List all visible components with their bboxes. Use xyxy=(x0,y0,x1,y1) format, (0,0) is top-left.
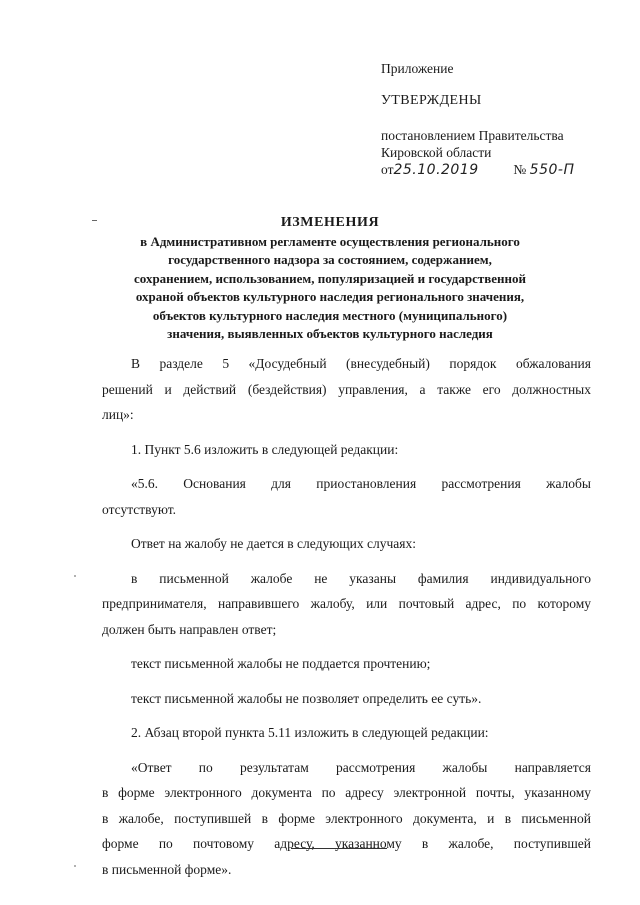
document-body xyxy=(102,351,591,891)
approved-text: УТВЕРЖДЕНЫ xyxy=(381,93,482,108)
end-rule xyxy=(291,848,387,849)
title-line: государственного надзора за состоянием, содержанием, xyxy=(168,252,492,267)
decree-block xyxy=(381,127,574,179)
paragraph-line: «Ответ по результатам рассмотрения жалобы направляется xyxy=(131,759,591,775)
paragraph-line: 2. Абзац второй пункта 5.11 изложить в следующей редакции: xyxy=(131,725,489,740)
appendix-label xyxy=(381,60,453,77)
title-line: объектов культурного наследия местного (муниципального) xyxy=(152,307,508,323)
paragraph-line: в форме электронного документа по адресу электронной почты, указанному xyxy=(102,785,591,800)
decree-date-line xyxy=(381,161,574,179)
paragraph-line: форме по почтовому адресу, указанному в жалобе, поступившей xyxy=(102,836,591,851)
decree-line-2: Кировской области xyxy=(381,145,492,160)
paragraph-line: Ответ на жалобу не дается в следующих случаях: xyxy=(131,536,417,551)
paragraph xyxy=(102,686,591,712)
appendix-text: Приложение xyxy=(381,61,454,76)
number-prefix: № xyxy=(513,162,527,177)
paragraph-line: предпринимателя, направившего жалобу, или почтовый адрес, по которому xyxy=(102,596,591,611)
handwritten-date: 25.10.2019 xyxy=(393,162,479,178)
paragraph-line: 1. Пункт 5.6 изложить в следующей редакции: xyxy=(131,441,399,457)
paragraph-line: лиц»: xyxy=(102,407,134,422)
paragraph-line: должен быть направлен ответ; xyxy=(102,621,277,637)
paragraph xyxy=(102,531,591,557)
scan-speck xyxy=(74,865,76,867)
paragraph-line: в письменной жалобе не указаны фамилия индивидуального xyxy=(131,570,591,586)
paragraph-line: решений и действий (бездействия) управления, а также его должностных xyxy=(102,381,591,397)
date-prefix: от xyxy=(381,162,394,177)
paragraph xyxy=(102,471,591,522)
paragraph xyxy=(102,651,591,677)
paragraph-line: текст письменной жалобы не поддается прочтению; xyxy=(131,656,431,671)
paragraph-line: «5.6. Основания для приостановления рассмотрения жалобы xyxy=(131,476,591,491)
paragraph-line: текст письменной жалобы не позволяет определить ее суть». xyxy=(131,690,482,706)
paragraph-line: отсутствуют. xyxy=(102,501,176,517)
document-title xyxy=(90,214,570,344)
title-subtitle xyxy=(90,233,570,344)
paragraph-line: в письменной форме». xyxy=(102,861,232,877)
decree-line-1: постановлением Правительства xyxy=(381,128,564,143)
scan-speck xyxy=(74,575,76,577)
paragraph xyxy=(102,755,591,883)
title-line: охраной объектов культурного наследия регионального значения, xyxy=(135,289,525,304)
paragraph xyxy=(102,437,591,463)
paragraph-line: В разделе 5 «Досудебный (внесудебный) порядок обжалования xyxy=(131,356,591,371)
paragraph xyxy=(102,566,591,643)
paragraph xyxy=(102,351,591,428)
paragraph-line: в жалобе, поступившей в форме электронного документа, и в письменной xyxy=(102,810,591,826)
title-line: сохранением, использованием, популяризацией и государственной xyxy=(134,270,526,286)
title-line: в Административном регламенте осуществления регионального xyxy=(140,233,520,249)
approved-label xyxy=(381,92,482,109)
handwritten-number: 550-П xyxy=(529,162,575,178)
title-line: значения, выявленных объектов культурного наследия xyxy=(167,326,493,341)
title-heading: ИЗМЕНЕНИЯ xyxy=(280,215,380,230)
paragraph xyxy=(102,720,591,746)
